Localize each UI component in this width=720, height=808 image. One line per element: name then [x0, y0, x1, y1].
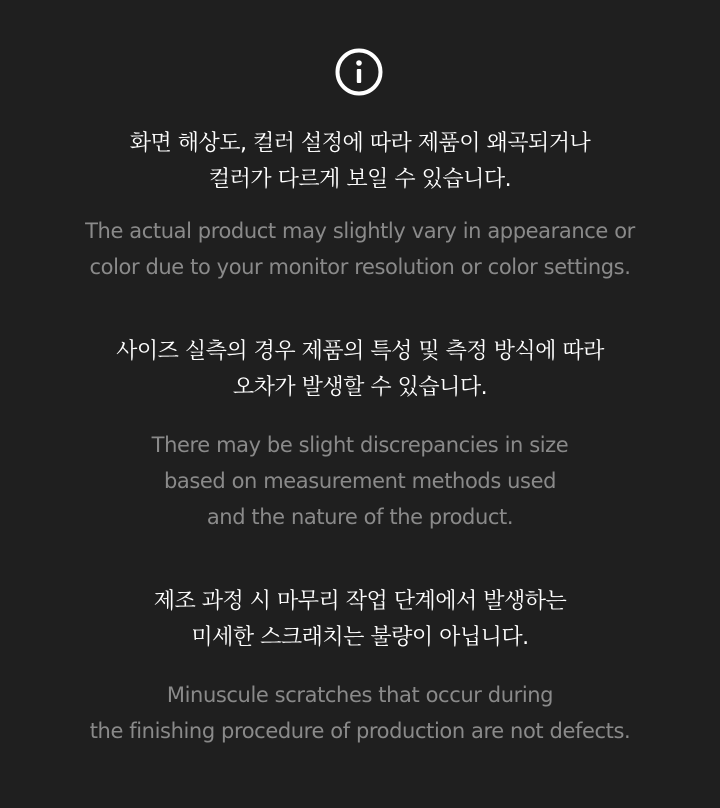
notice-1-english-line-1: The actual product may slightly vary in appearance or: [85, 219, 635, 243]
notice-2-english-line-1: There may be slight discrepancies in size: [151, 433, 569, 457]
notice-2-english-line-2: based on measurement methods used: [163, 469, 557, 493]
notice-2-korean-line-1: 사이즈 실측의 경우 제품의 특성 및 측정 방식에 따라: [116, 339, 604, 364]
notice-1-korean-line-2: 컬러가 다르게 보일 수 있습니다.: [208, 167, 512, 192]
notice-3-korean-line-1: 제조 과정 시 마무리 작업 단계에서 발생하는: [153, 589, 567, 614]
info-icon: [335, 48, 383, 96]
notice-2-korean: [0, 334, 720, 406]
notice-3-english-line-2: the finishing procedure of production are not defects.: [89, 719, 631, 743]
notice-3-korean: [0, 584, 720, 656]
notice-3-english: [0, 677, 720, 749]
notice-3-english-line-1: Minuscule scratches that occur during: [166, 683, 554, 707]
notice-3-korean-line-2: 미세한 스크래치는 불량이 아닙니다.: [191, 625, 529, 650]
notice-1-korean-line-1: 화면 해상도, 컬러 설정에 따라 제품이 왜곡되거나: [129, 131, 591, 156]
notice-1-korean: [0, 126, 720, 198]
notice-2-english-line-3: and the nature of the product.: [206, 505, 514, 529]
notice-1-english: [0, 213, 720, 285]
notice-1-english-line-2: color due to your monitor resolution or color settings.: [89, 255, 631, 279]
notice-2-korean-line-2: 오차가 발생할 수 있습니다.: [232, 375, 488, 400]
notice-2-english: [0, 427, 720, 535]
